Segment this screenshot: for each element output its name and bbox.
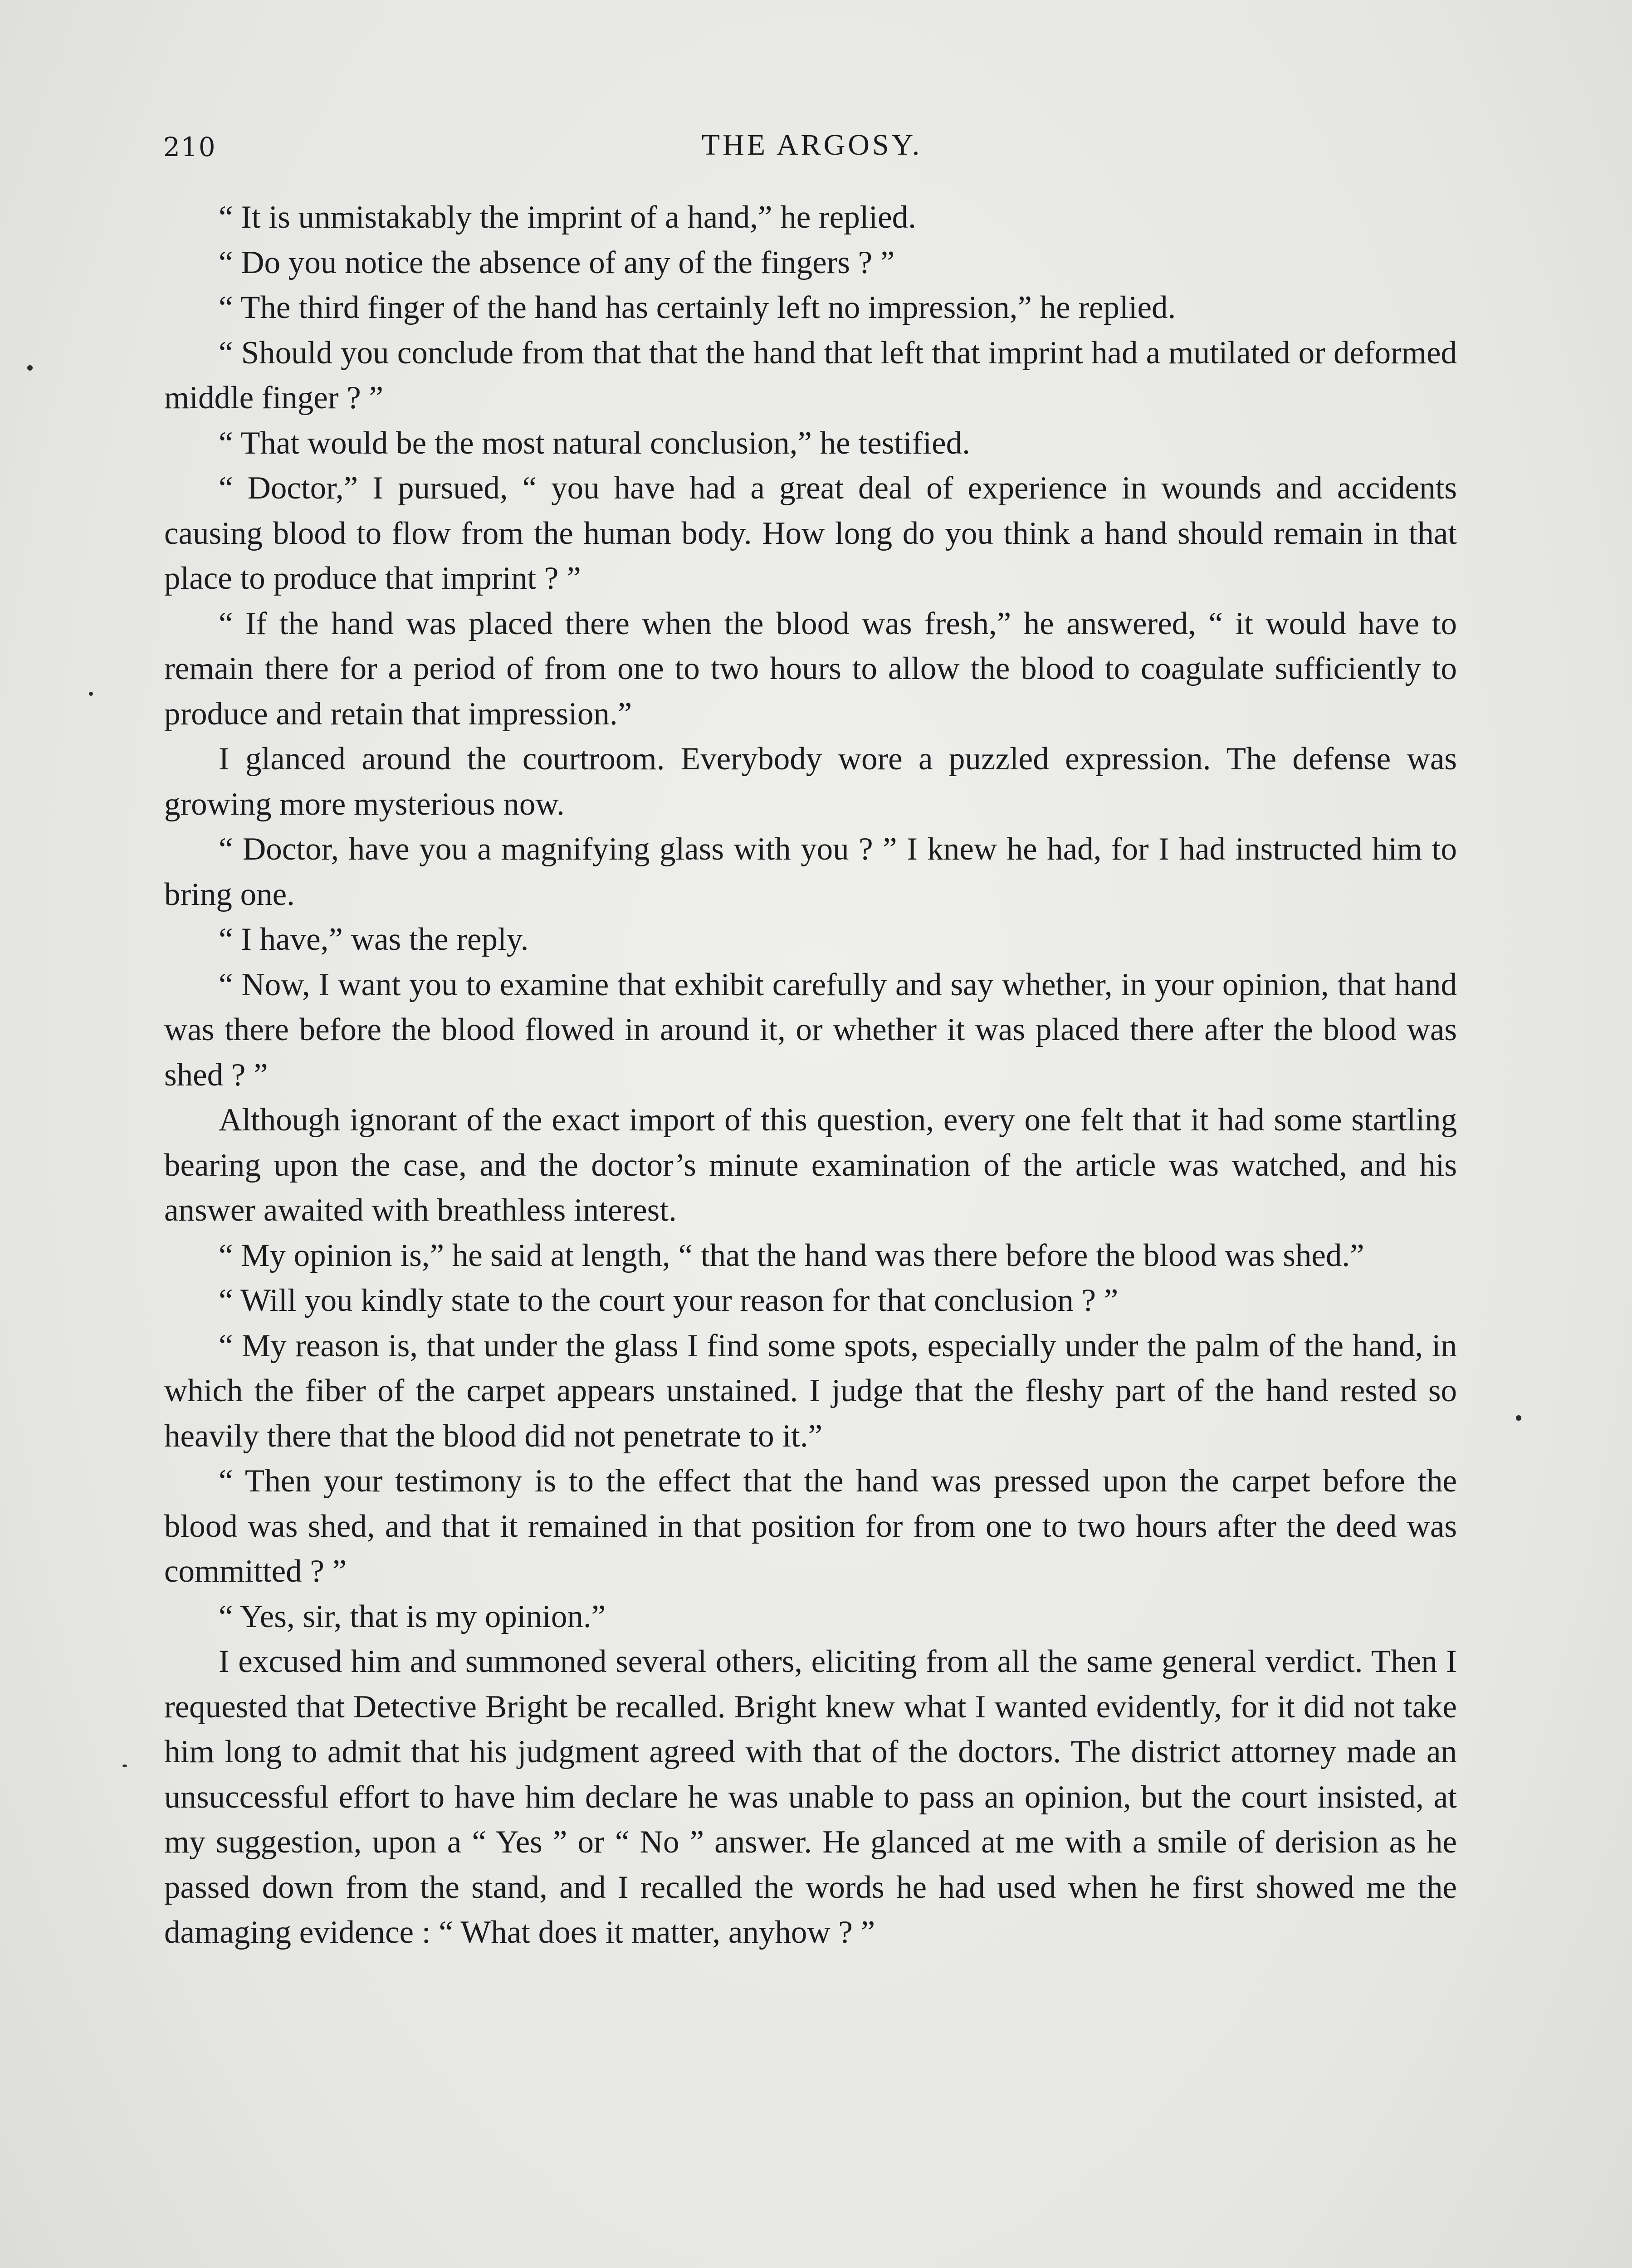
ink-speck	[89, 692, 93, 696]
article-body	[164, 195, 1457, 1955]
paragraph: “ It is unmistakably the imprint of a hand,” he replied.	[219, 200, 916, 235]
paragraph: “ Doctor, have you a magnifying glass with you ? ” I knew he had, for I had instructed him to bring one.	[164, 831, 1457, 912]
paragraph: “ Do you notice the absence of any of the fingers ? ”	[219, 244, 895, 280]
paragraph: “ That would be the most natural conclusion,” he testified.	[219, 425, 970, 461]
paragraph: “ If the hand was placed there when the blood was fresh,” he answered, “ it would have to remain there for a period of from one to two hours to allow the blood to coagulate sufficiently to produce and retain that impression.”	[164, 606, 1457, 732]
paragraph: “ I have,” was the reply.	[219, 922, 529, 957]
paragraph: “ Doctor,” I pursued, “ you have had a great deal of experience in wounds and accidents causing blood to flow from the human body. How long do you think a hand should remain in that place to produce that imprint ? ”	[164, 470, 1457, 596]
ink-speck	[27, 365, 33, 371]
paragraph: I excused him and summoned several others, eliciting from all the same general verdict. Then I requested that Detective Bright be recalled. Bright knew what I wanted evidently, for it did not take him long to admit that his judgment agreed with that of the doctors. The district attorney made an unsuccessful effort to have him declare he was unable to pass an opinion, but the court insisted, at my suggestion, upon a “ Yes ” or “ No ” answer. He glanced at me with a smile of derision as he passed down from the stand, and I recalled the words he had used when he first showed me the damaging evidence : “ What does it matter, anyhow ? ”	[164, 1644, 1457, 1950]
paragraph: “ My reason is, that under the glass I find some spots, especially under the palm of the hand, in which the fiber of the carpet appears unstained. I judge that the fleshy part of the hand rested so heavily there that the blood did not penetrate to it.”	[164, 1328, 1457, 1454]
paragraph: I glanced around the courtroom. Everybody wore a puzzled expression. The defense was growing more mysterious now.	[164, 741, 1457, 822]
paragraph: “ My opinion is,” he said at length, “ that the hand was there before the blood was shed.”	[219, 1237, 1364, 1273]
paragraph: “ Yes, sir, that is my opinion.”	[219, 1598, 606, 1634]
running-title: THE ARGOSY.	[701, 128, 923, 161]
paragraph: “ Should you conclude from that that the hand that left that imprint had a mutilated or deformed middle finger ? ”	[164, 335, 1457, 415]
paragraph: “ The third finger of the hand has certainly left no impression,” he replied.	[219, 290, 1176, 325]
ink-speck	[122, 1765, 127, 1767]
ink-speck	[1516, 1415, 1521, 1421]
page-number: 210	[163, 132, 216, 162]
paragraph: “ Now, I want you to examine that exhibit carefully and say whether, in your opinion, that hand was there before the blood flowed in around it, or whether it was placed there after the blood was shed ? ”	[164, 967, 1457, 1093]
page-header	[163, 128, 1461, 169]
paragraph: Although ignorant of the exact import of this question, every one felt that it had some startling bearing upon the case, and the doctor’s minute examination of the article was watched, and his answer awaited with breathless interest.	[164, 1102, 1457, 1228]
paragraph: “ Will you kindly state to the court your reason for that conclusion ? ”	[219, 1283, 1119, 1318]
paragraph: “ Then your testimony is to the effect that the hand was pressed upon the carpet before the blood was shed, and that it remained in that position for from one to two hours after the deed was committed ? ”	[164, 1463, 1457, 1589]
